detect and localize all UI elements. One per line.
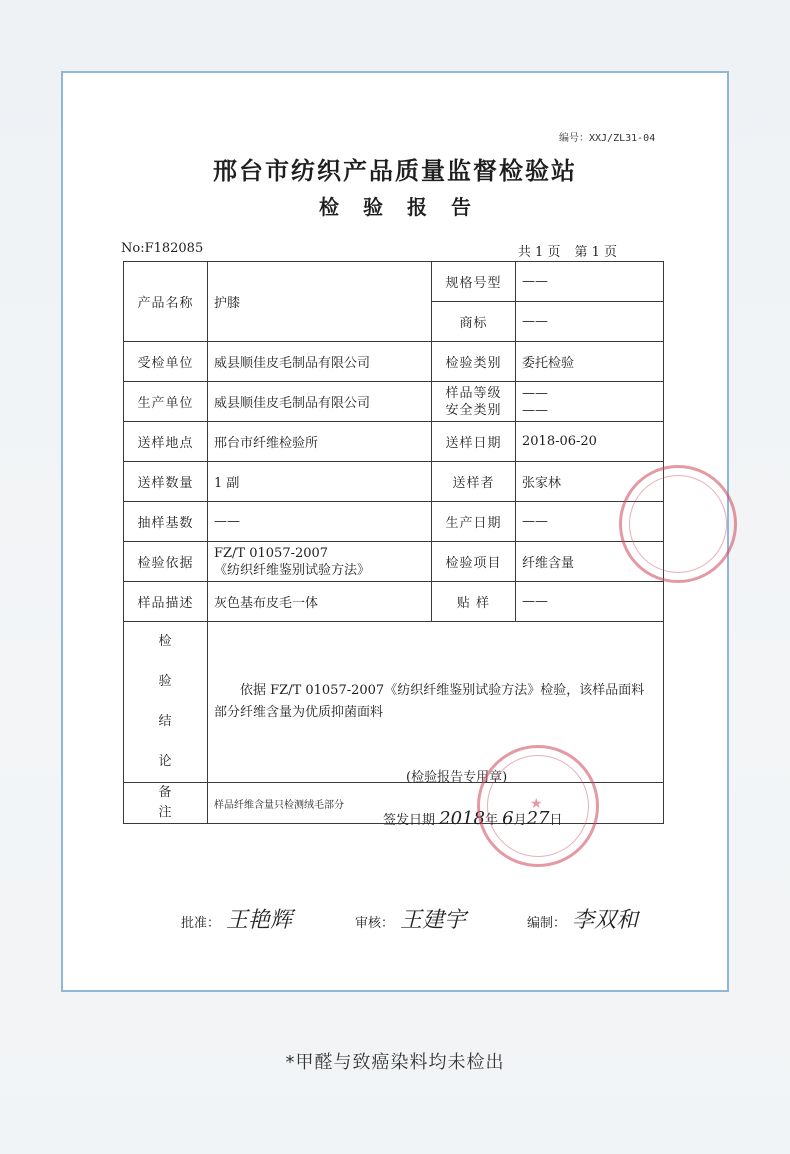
table-row	[124, 622, 664, 783]
issue-date-label: 签发日期	[383, 813, 436, 828]
day-unit: 日	[549, 813, 563, 828]
reviewed-signature	[355, 903, 466, 934]
form-code: 编号：XXJ/ZL31-04	[559, 133, 656, 144]
total-pages: 共 1 页	[517, 245, 561, 260]
report-number: No:F182085	[121, 241, 204, 256]
trademark-label: 商标	[432, 302, 516, 342]
spec-label: 规格号型	[432, 262, 516, 302]
partial-seal-ring	[629, 475, 727, 573]
sender-label: 送样者	[432, 462, 516, 502]
manufacturer-label: 生产单位	[124, 382, 208, 422]
client-value: 威县顺佳皮毛制品有限公司	[208, 342, 432, 382]
delivery-date-label: 送样日期	[432, 422, 516, 462]
seal-star-icon: ★	[530, 796, 543, 812]
conclusion-label	[124, 622, 208, 783]
conclusion-label-char: 检	[158, 634, 173, 649]
table-row	[124, 262, 664, 302]
remarks-label	[124, 783, 208, 824]
delivery-place-label: 送样地点	[124, 422, 208, 462]
issue-month: 6	[502, 808, 514, 829]
grade-label-line-2: 安全类别	[445, 402, 502, 418]
report-table	[123, 261, 664, 829]
page-info	[518, 241, 617, 260]
grade-label-line-1: 样品等级	[445, 385, 502, 401]
description-label: 样品描述	[124, 582, 208, 622]
table-row	[124, 502, 664, 542]
inspection-type-label: 检验类别	[432, 342, 516, 382]
sample-label: 贴 样	[432, 582, 516, 622]
prepared-signature	[527, 903, 638, 934]
remarks-label-char: 注	[158, 805, 173, 820]
quantity-value: 1 副	[208, 462, 432, 502]
footer-note: *甲醛与致癌染料均未检出	[285, 1052, 505, 1073]
item-label: 检验项目	[432, 542, 516, 582]
remarks-label-char: 备	[158, 785, 173, 800]
basis-label: 检验依据	[124, 542, 208, 582]
table-row	[124, 582, 664, 622]
seal-note: (检验报告专用章)	[406, 770, 508, 785]
grade-value-line-1: ——	[522, 385, 548, 401]
sampling-base-value: ——	[208, 502, 432, 542]
prepared-label: 编制：	[527, 916, 567, 931]
delivery-place-value: 邢台市纤维检验所	[208, 422, 432, 462]
conclusion-label-char: 验	[158, 674, 173, 689]
client-label: 受检单位	[124, 342, 208, 382]
basis-value	[208, 542, 432, 582]
year-unit: 年	[484, 813, 498, 828]
conclusion-text: 依据 FZ/T 01057-2007《纺织纤维鉴别试验方法》检验，该样品面料部分纤维含量为优质抑菌面料	[214, 683, 645, 720]
production-date-value: ——	[516, 502, 664, 542]
conclusion-label-char: 论	[158, 754, 173, 769]
approved-signature	[181, 903, 292, 934]
sample-value: ——	[516, 582, 664, 622]
table-row	[124, 422, 664, 462]
table-row	[124, 542, 664, 582]
approved-name: 王艳辉	[226, 908, 293, 933]
table-row	[124, 342, 664, 382]
sampling-base-label: 抽样基数	[124, 502, 208, 542]
production-date-label: 生产日期	[432, 502, 516, 542]
sender-value: 张家林	[516, 462, 664, 502]
month-unit: 月	[513, 813, 527, 828]
grade-value-line-2: ——	[522, 402, 548, 418]
product-name-label: 产品名称	[124, 262, 208, 342]
organization-title: 邢台市纺织产品质量监督检验站	[213, 157, 577, 185]
delivery-date-value: 2018-06-20	[516, 422, 664, 462]
table-row	[124, 462, 664, 502]
reviewed-name: 王建宇	[400, 908, 467, 933]
trademark-value: ——	[516, 302, 664, 342]
product-name-value: 护膝	[208, 262, 432, 342]
inspection-type-value: 委托检验	[516, 342, 664, 382]
remarks-text: 样品纤维含量只检测绒毛部分	[208, 783, 664, 824]
issue-year: 2018	[439, 808, 485, 829]
quantity-label: 送样数量	[124, 462, 208, 502]
current-page: 第 1 页	[574, 245, 617, 260]
document-title: 检验报告	[319, 195, 495, 219]
conclusion-label-char: 结	[158, 714, 173, 729]
grade-label	[432, 382, 516, 422]
manufacturer-value: 威县顺佳皮毛制品有限公司	[208, 382, 432, 422]
issue-day: 27	[526, 808, 550, 829]
prepared-name: 李双和	[572, 908, 639, 933]
basis-standard: FZ/T 01057-2007	[214, 545, 329, 561]
reviewed-label: 审核：	[355, 916, 395, 931]
basis-method: 《纺织纤维鉴别试验方法》	[214, 562, 371, 578]
approved-label: 批准：	[181, 916, 221, 931]
description-value: 灰色基布皮毛一体	[208, 582, 432, 622]
grade-value	[516, 382, 664, 422]
item-value: 纤维含量	[516, 542, 664, 582]
report-document	[61, 71, 729, 992]
spec-value: ——	[516, 262, 664, 302]
table-row	[124, 382, 664, 422]
